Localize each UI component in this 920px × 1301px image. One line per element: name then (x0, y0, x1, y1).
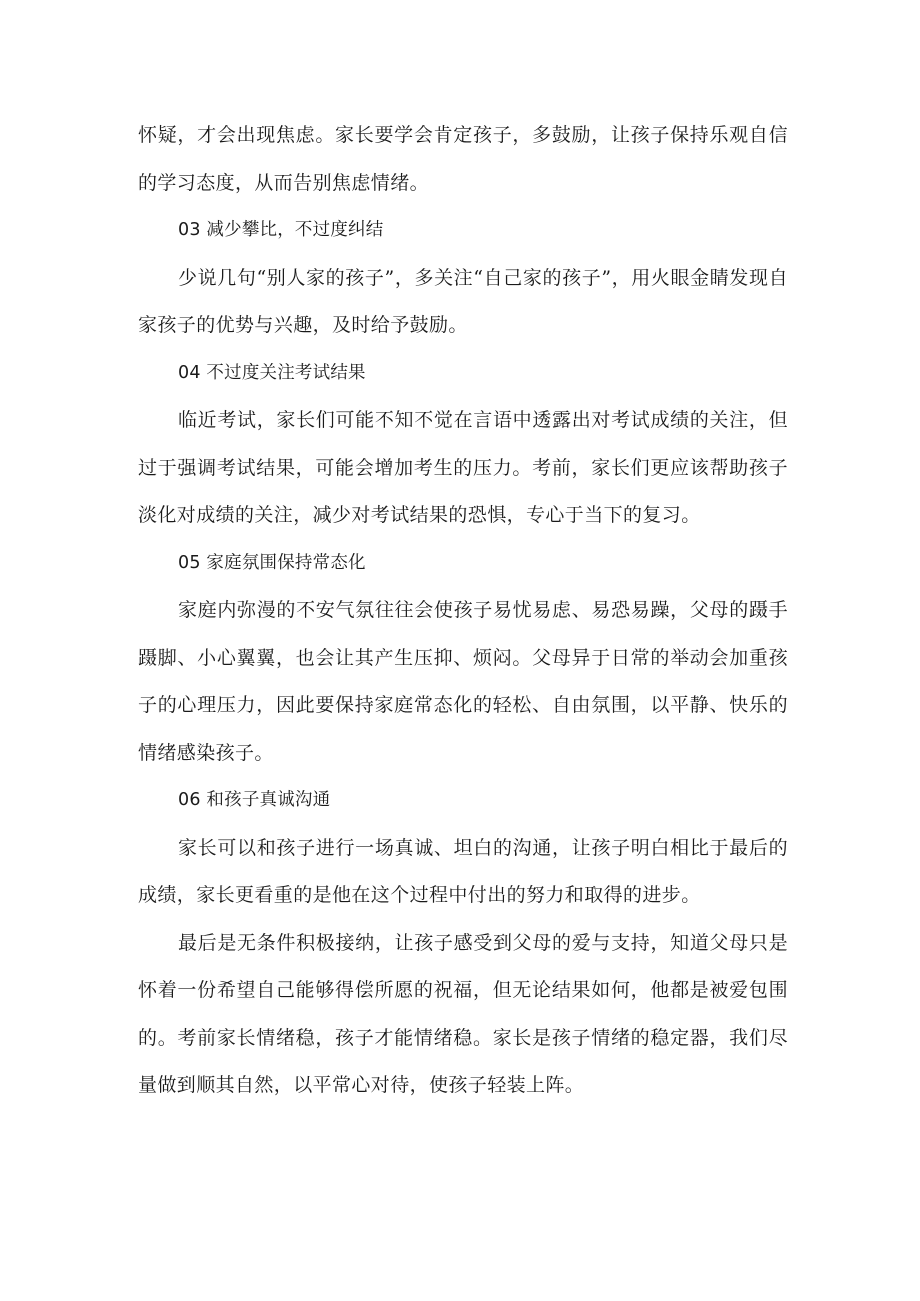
paragraph-conclusion: 最后是无条件积极接纳，让孩子感受到父母的爱与支持，知道父母只是怀着一份希望自己能够得偿所愿的祝福，但无论结果如何，他都是被爱包围的。考前家长情绪稳，孩子才能情绪稳。家长是孩子情绪的稳定器，我们尽量做到顺其自然，以平常心对待，使孩子轻装上阵。 (138, 931, 788, 1096)
paragraph-section-06: 家长可以和孩子进行一场真诚、坦白的沟通，让孩子明白相比于最后的成绩，家长更看重的是他在这个过程中付出的努力和取得的进步。 (138, 836, 788, 906)
paragraph-section-03: 少说几句“别人家的孩子”，多关注“自己家的孩子”，用火眼金睛发现自家孩子的优势与兴趣，及时给予鼓励。 (138, 266, 788, 336)
section-heading-03: 03 减少攀比，不过度纠结 (178, 220, 384, 240)
paragraph-section-04: 临近考试，家长们可能不知不觉在言语中透露出对考试成绩的关注，但过于强调考试结果，可能会增加考生的压力。考前，家长们更应该帮助孩子淡化对成绩的关注，减少对考试结果的恐惧，专心于当下的复习。 (138, 409, 788, 526)
paragraph-section-05: 家庭内弥漫的不安气氛往往会使孩子易忧易虑、易恐易躁，父母的蹑手蹑脚、小心翼翼，也会让其产生压抑、烦闷。父母异于日常的举动会加重孩子的心理压力，因此要保持家庭常态化的轻松、自由氛围，以平静、快乐的情绪感染孩子。 (138, 599, 788, 764)
section-heading-05: 05 家庭氛围保持常态化 (178, 552, 366, 573)
document-body (138, 112, 788, 1110)
section-heading-06: 06 和孩子真诚沟通 (178, 790, 331, 810)
section-heading-04: 04 不过度关注考试结果 (178, 362, 366, 383)
paragraph-intro-continued: 怀疑，才会出现焦虑。家长要学会肯定孩子，多鼓励，让孩子保持乐观自信的学习态度，从而告别焦虑情绪。 (138, 124, 788, 194)
